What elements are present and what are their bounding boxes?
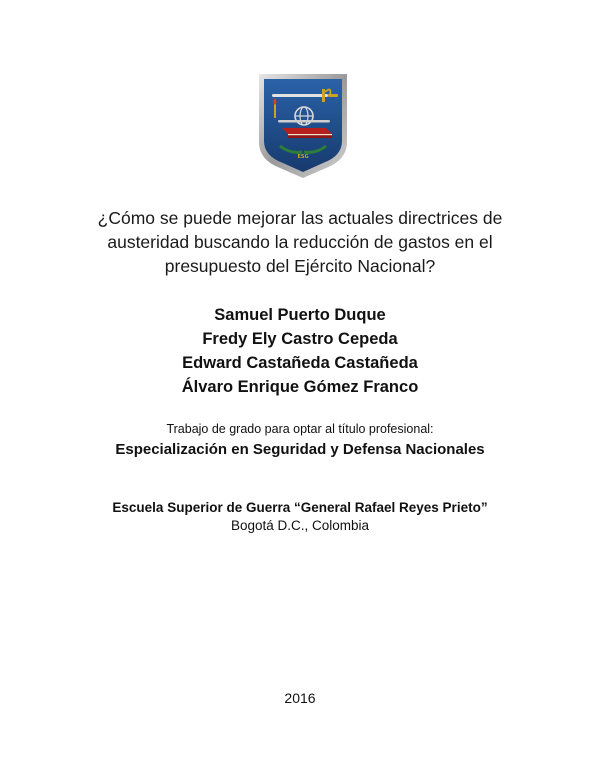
thesis-question-title xyxy=(40,206,560,278)
author-name: Fredy Ely Castro Cepeda xyxy=(202,330,398,348)
degree-intro-text: Trabajo de grado para optar al título profesional: xyxy=(166,422,434,436)
author-name: Edward Castañeda Castañeda xyxy=(182,354,418,372)
military-school-crest-icon xyxy=(256,72,350,180)
degree-title: Especialización en Seguridad y Defensa Nacionales xyxy=(115,441,485,458)
school-name: Escuela Superior de Guerra “General Rafael Reyes Prieto” xyxy=(112,500,488,515)
publication-year: 2016 xyxy=(284,690,316,706)
author-name: Álvaro Enrique Gómez Franco xyxy=(181,378,419,396)
author-list xyxy=(40,303,560,399)
question-line: ¿Cómo se puede mejorar las actuales directrices de xyxy=(97,208,503,228)
question-line: austeridad buscando la reducción de gastos en el xyxy=(107,232,493,252)
svg-text:ESG: ESG xyxy=(297,154,309,160)
question-line: presupuesto del Ejército Nacional? xyxy=(164,256,436,276)
author-name: Samuel Puerto Duque xyxy=(214,306,386,324)
school-location: Bogotá D.C., Colombia xyxy=(230,518,370,533)
